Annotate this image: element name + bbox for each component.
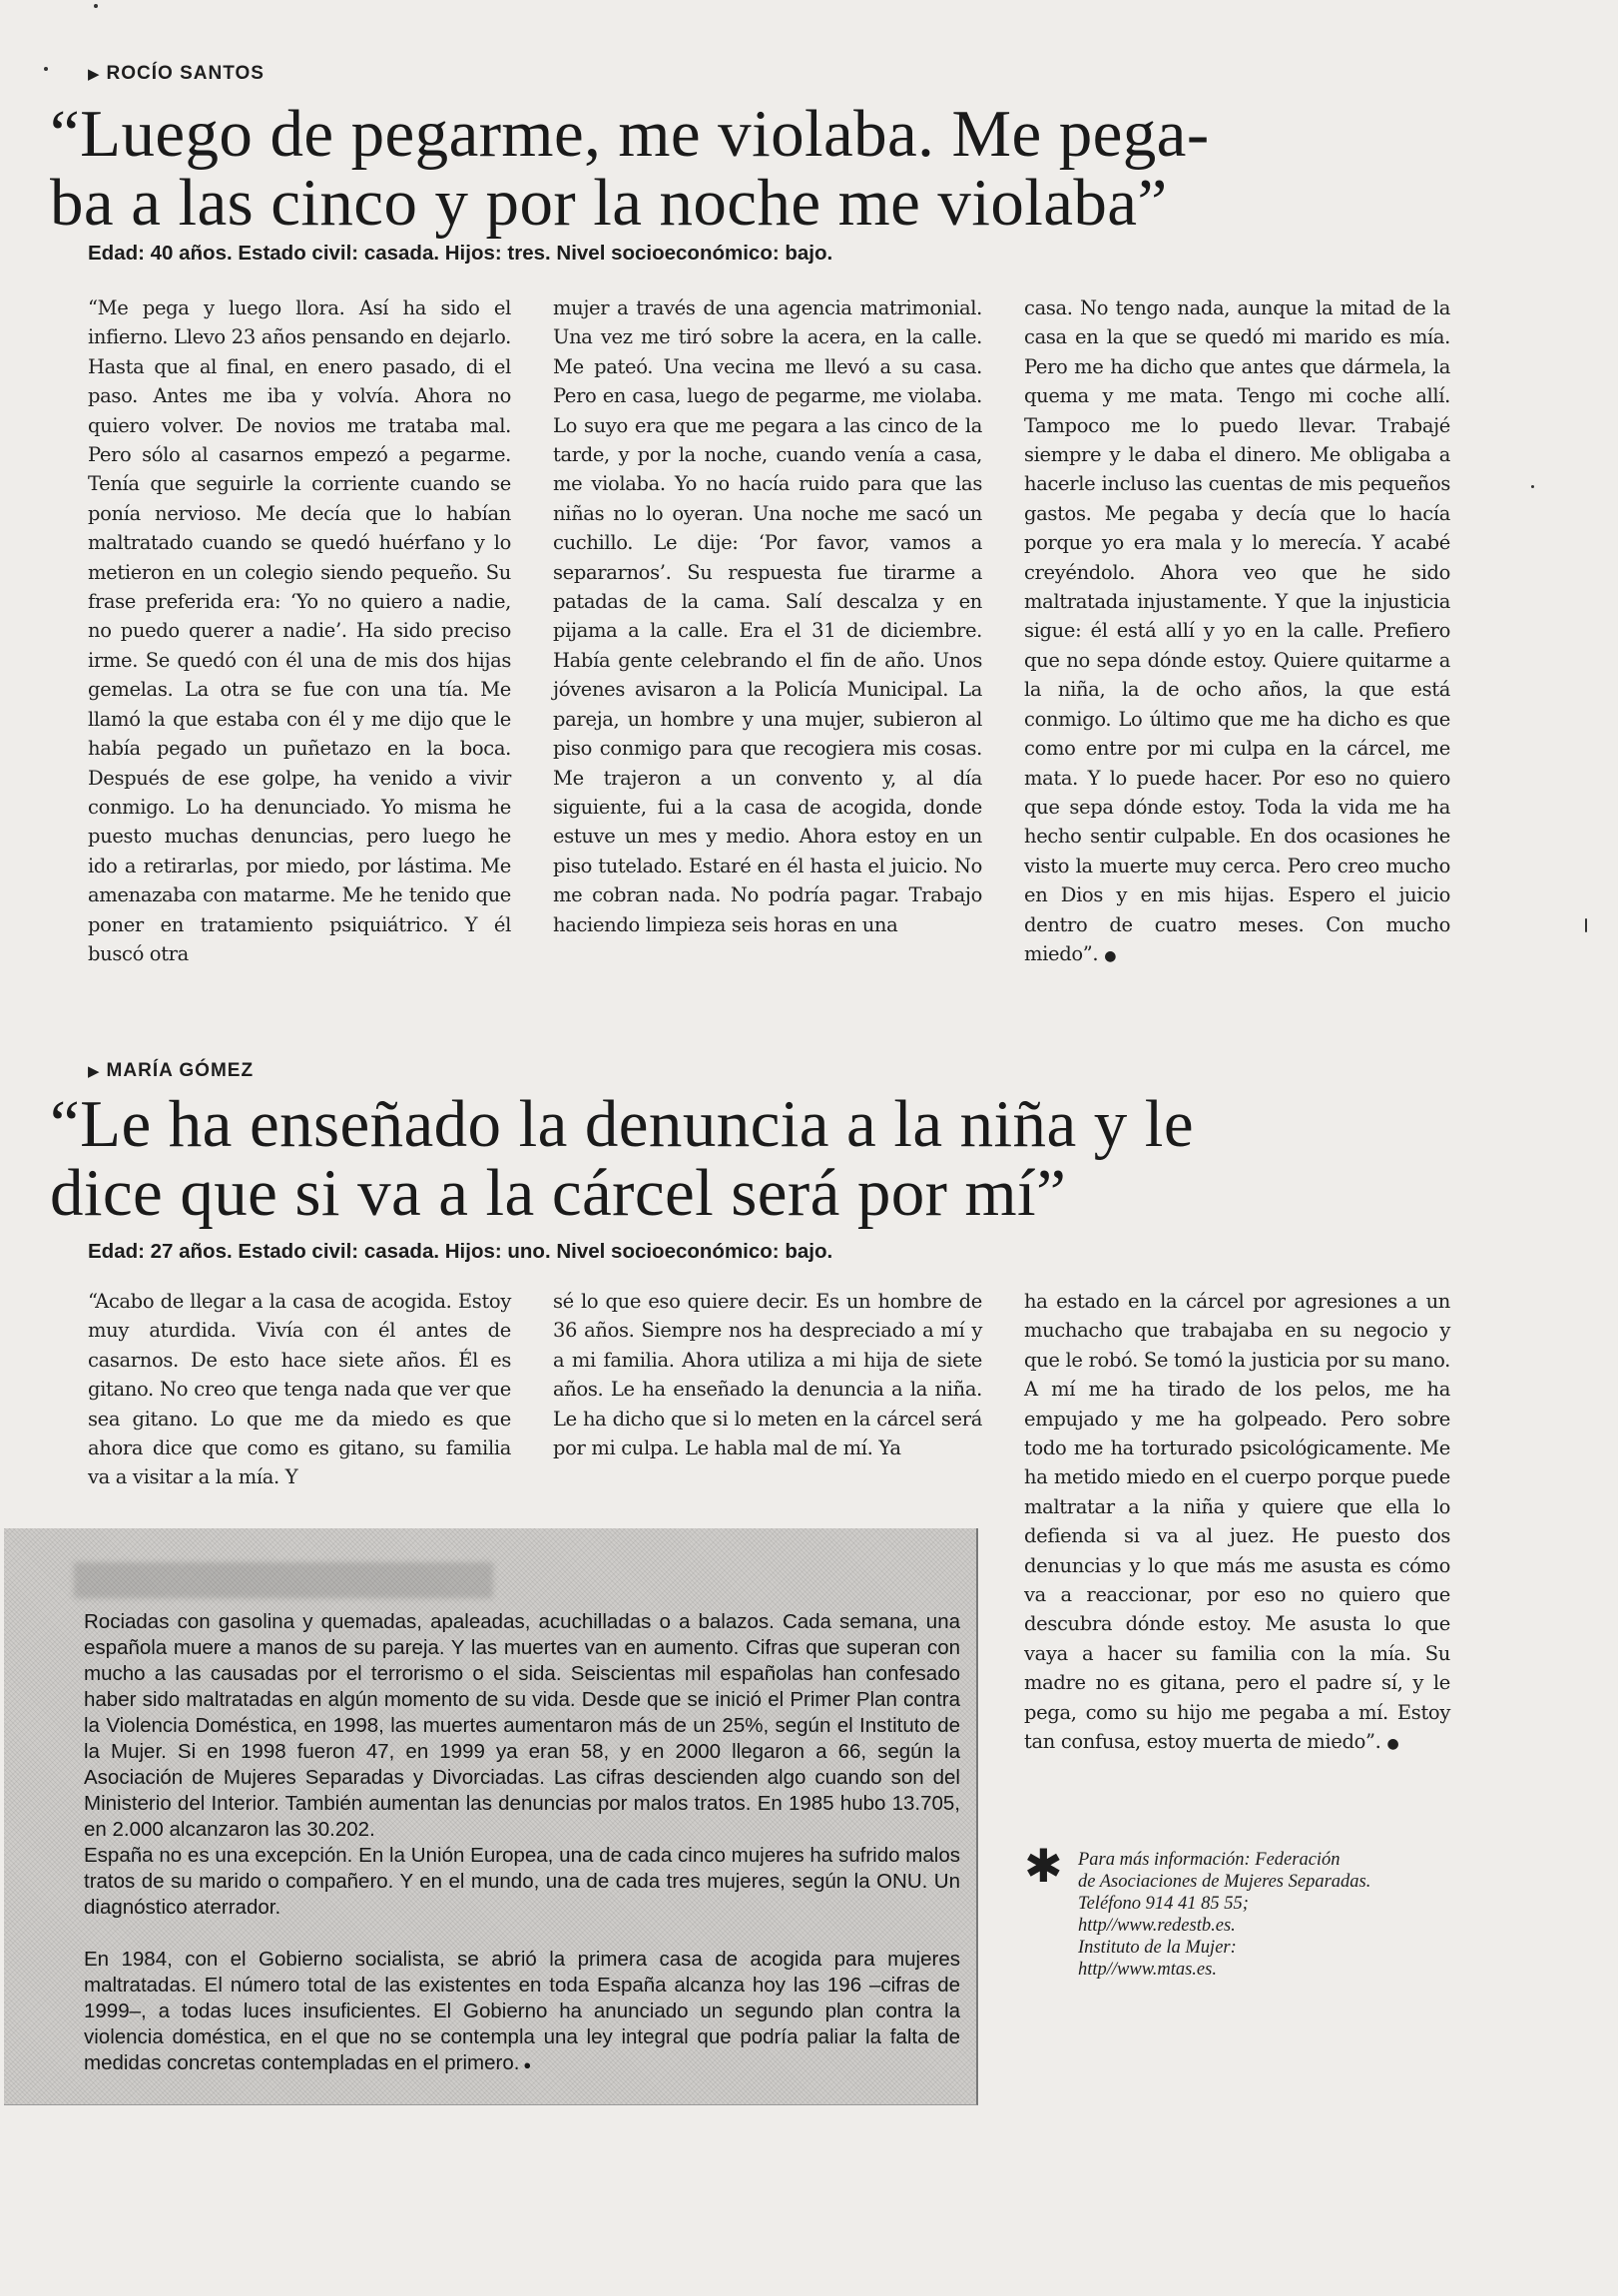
story2-column-3 <box>1024 1287 1450 1760</box>
triangle-icon: ▶ <box>88 66 101 83</box>
boxout-paragraph-3-text: En 1984, con el Gobierno socialista, se abrió la primera casa de acogida para mujeres maltratadas. El número total de las existentes en toda España alcanza hoy las 196 –cifras de 1999–, a todas luces insuficientes. El Gobierno ha anunciado un segundo plan contra la violencia doméstica, en el que no se contempla una ley integral que podría paliar la falta de medidas concretas contempladas en el primero. <box>84 1948 960 2074</box>
profile-story2: Edad: 27 años. Estado civil: casada. Hijos: uno. Nivel socioeconómico: bajo. <box>88 1240 833 1263</box>
story2-column-3-text: ha estado en la cárcel por agresiones a un muchacho que trabajaba en su negocio y que le robó. Se tomó la justicia por su mano. A mí me ha tirado de los pelos, me ha empujado y me ha golpeado. Pero sobre todo me ha torturado psicológicamente. Me ha metido miedo en el cuerpo porque puede maltratar a la niña y quiere que ella lo defienda si va al juez. He puesto dos denuncias y lo que más me asusta es cómo va a reaccionar, por eso no quiero que descubra dónde estoy. Me asusta lo que vaya a hacer su familia con la mía. Su madre no es gitana, pero el padre sí, y le pega, como su hijo me pegaba a mí. Estoy tan confusa, estoy muerta de miedo”. <box>1024 1290 1450 1754</box>
story1-column-3 <box>1024 293 1450 971</box>
headline-story1: “Luego de pegarme, me violaba. Me pega- ba a las cinco y por la noche me violaba” <box>50 97 1210 240</box>
faded-heading-smudge <box>74 1562 493 1598</box>
end-mark-icon: ● <box>523 2057 532 2072</box>
boxout-paragraph-2: España no es una excepción. En la Unión Europea, una de cada cinco mujeres ha sufrido malos tratos de su marido o compañero. Y en el mundo, una de cada tres mujeres, según la ONU. Un diagnóstico aterrador. <box>84 1844 960 1919</box>
scan-speck <box>44 67 48 71</box>
end-mark-icon: ● <box>1386 1736 1399 1753</box>
profile-story1: Edad: 40 años. Estado civil: casada. Hijos: tres. Nivel socioeconómico: bajo. <box>88 242 833 265</box>
boxout-paragraph-1: Rociadas con gasolina y quemadas, apaleadas, acuchilladas o a balazos. Cada semana, una española muere a manos de su pareja. Y las muertes van en aumento. Cifras que superan con mucho a las causadas por el terrorismo o el sida. Seiscientas mil españolas han confesado haber sido maltratadas en algún momento de su vida. Desde que se inició el Primer Plan contra la Violencia Doméstica, en 1998, las muertes aumentaron más de un 25%, según el Instituto de la Mujer. Si en 1998 fueron 47, en 1999 ya eran 58, y en 2000 llegaron a 66, según la Asociación de Mujeres Separadas y Divorciadas. Las cifras descienden algo cuando son del Ministerio del Interior. También aumentan las denuncias por malos tratos. En 1985 hubo 13.705, en 2.000 alcanzaron las 30.202. <box>84 1610 960 1841</box>
statistics-boxout <box>4 1528 978 2105</box>
story1-column-1: “Me pega y luego llora. Así ha sido el infierno. Llevo 23 años pensando en dejarlo. Hasta que al final, en enero pasado, di el paso. Antes me iba y volvía. Ahora no quiero volver. De novios me trataba mal. Pero sólo al casarnos empezó a pegarme. Tenía que seguirle la corriente cuando se ponía nervioso. Me decía que lo habían maltratado cuando se quedó huérfano y lo metieron en un colegio siendo pequeño. Su frase preferida era: ‘Yo no quiero a nadie, no puedo querer a nadie’. Ha sido preciso irme. Se quedó con él una de mis dos hijas gemelas. La otra se fue con una tía. Me llamó la que estaba con él y me dijo que le había pegado un puñetazo en la boca. Después de ese golpe, ha venido a vivir conmigo. Lo ha denunciado. Yo misma he puesto muchas denuncias, pero luego he ido a retirarlas, por miedo, por lástima. Me amenazaba con matarme. Me he tenido que poner en tratamiento psiquiátrico. Y él buscó otra <box>88 296 511 965</box>
end-mark-icon: ● <box>1104 947 1117 964</box>
story1-column-2: mujer a través de una agencia matrimonial. Una vez me tiró sobre la acera, en la calle. Me pateó. Una vecina me llevó a su casa. Pero en casa, luego de pegarme, me violaba. Lo suyo era que me pegara a las cinco de la tarde, y por la noche, cuando venía a casa, me violaba. Yo no hacía ruido para que las niñas no lo oyeran. Una noche me sacó un cuchillo. Le dije: ‘Por favor, vamos a separarnos’. Su respuesta fue tirarme a patadas de la cama. Salí descalza y en pijama a la calle. Era el 31 de diciembre. Había gente celebrando el fin de año. Unos jóvenes avisaron a la Policía Municipal. La pareja, un hombre y una mujer, subieron al piso conmigo para que recogiera mis cosas. Me trajeron a un convento y, al día siguiente, fui a la casa de acogida, donde estuve un mes y medio. Ahora estoy en un piso tutelado. Estaré en él hasta el juicio. No me cobran nada. No podría pagar. Trabajo haciendo limpieza seis horas en una <box>553 296 982 936</box>
story1-column-3-text: casa. No tengo nada, aunque la mitad de la casa en la que se quedó mi marido es mía. Pero me ha dicho que antes que dármela, la quema y me mata. Tengo mi coche allí. Tampoco me lo puedo llevar. Trabajé siempre y le daba el dinero. Me obligaba a hacerle incluso las cuentas de mis pequeños gastos. Me pegaba y decía que lo hacía porque yo era mala y lo merecía. Y acabé creyéndolo. Ahora veo que he sido maltratada injustamente. Y que la injusticia sigue: él está allí y yo en la calle. Prefiero que no sepa dónde estoy. Quiere quitarme a la niña, la de ocho años, la que está conmigo. Lo último que me ha dicho es que como entre por mi culpa en la cárcel, me mata. Y lo puede hacer. Por eso no quiero que sepa dónde estoy. Toda la vida me ha hecho sentir culpable. En dos ocasiones he visto la muerte muy cerca. Pero creo mucho en Dios y en mis hijas. Espero el juicio dentro de cuatro meses. Con mucho miedo”. <box>1024 296 1450 965</box>
more-info-note <box>1024 1839 1443 1981</box>
boxout-paragraph-3 <box>84 1947 960 2078</box>
story2-column-2: sé lo que eso quiere decir. Es un hombre de 36 años. Siempre nos ha despreciado a mí y a mi familia. Ahora utiliza a mi hija de siete años. Le ha enseñado la denuncia a la niña. Le ha dicho que si lo meten en la cárcel será por mi culpa. Le habla mal de mí. Ya <box>553 1290 982 1460</box>
more-info-text: Para más información: Federación de Asociaciones de Mujeres Separadas. Teléfono 914 41 85 55; http//www.redestb.es. Instituto de la Mujer: http//www.mtas.es. <box>1078 1850 1371 1980</box>
scan-speck <box>94 4 98 8</box>
scan-speck <box>1531 485 1534 488</box>
scan-speck <box>1585 918 1587 932</box>
byline-story2 <box>88 1060 254 1082</box>
story2-column-1: “Acabo de llegar a la casa de acogida. Estoy muy aturdida. Vivía con él antes de casarnos. De esto hace siete años. Él es gitano. No creo que tenga nada que ver que sea gitano. Lo que me da miedo es que ahora dice que como es gitano, su familia va a visitar a la mía. Y <box>88 1290 511 1489</box>
byline-story1 <box>88 63 265 85</box>
headline-story2: “Le ha enseñado la denuncia a la niña y le dice que si va a la cárcel será por mí” <box>50 1087 1194 1230</box>
triangle-icon: ▶ <box>88 1063 101 1080</box>
byline-name: MARÍA GÓMEZ <box>106 1060 255 1081</box>
asterisk-icon: ✱ <box>1024 1839 1063 1893</box>
byline-name: ROCÍO SANTOS <box>106 63 265 84</box>
